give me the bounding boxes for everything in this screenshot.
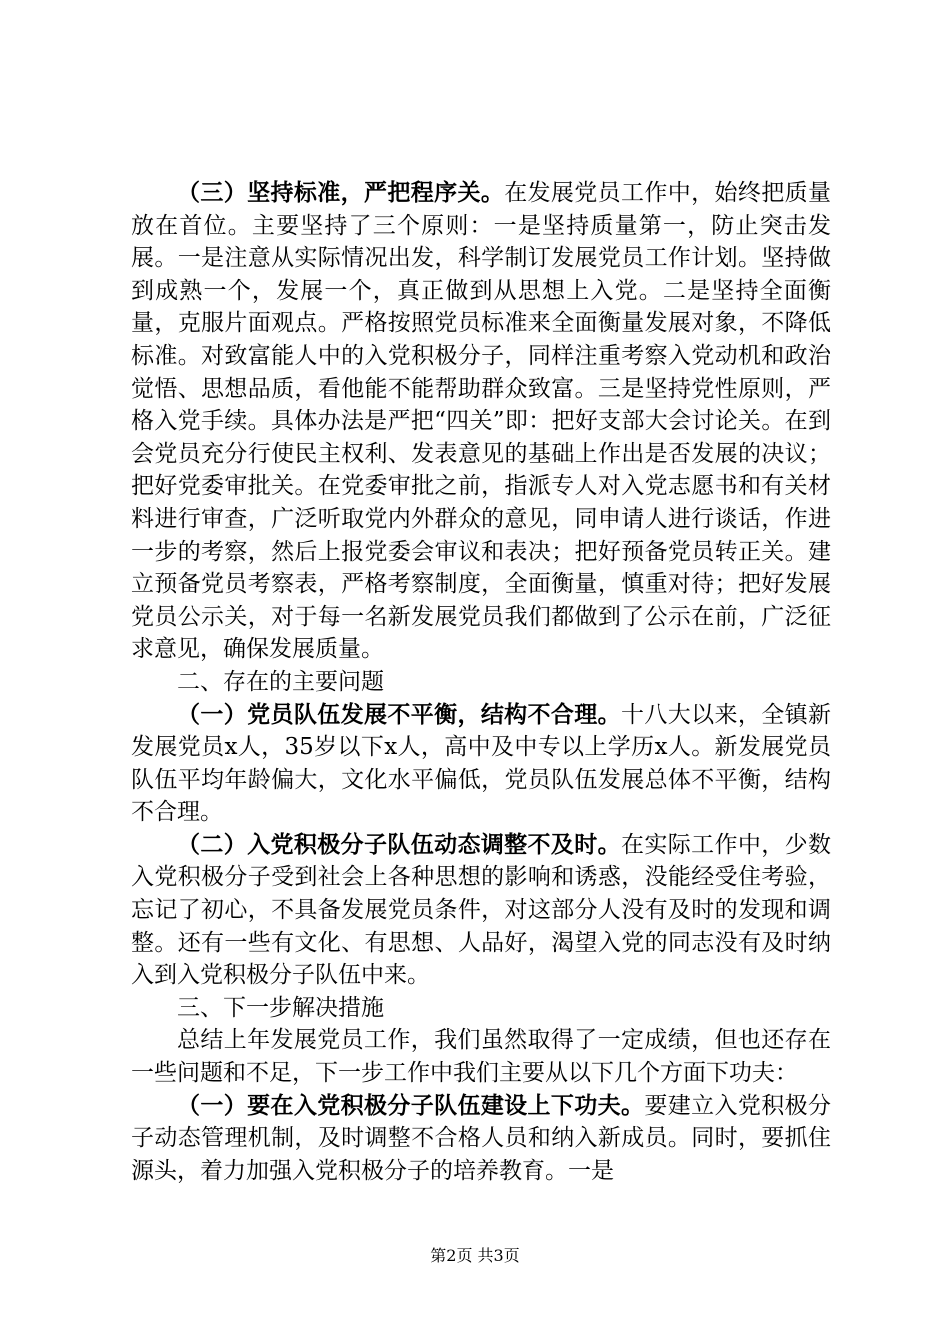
paragraph-standards: [131, 177, 831, 666]
paragraph-bold-lead: （二）入党积极分子队伍动态调整不及时。: [177, 831, 622, 858]
paragraph-summary: [131, 1024, 831, 1089]
paragraph-bold-lead: （一）党员队伍发展不平衡，结构不合理。: [177, 701, 622, 728]
paragraph-bold-lead: （三）坚持标准，严把程序关。: [177, 180, 505, 206]
section-heading-problems: [131, 666, 831, 699]
paragraph-text: 要建立入党积极分子动态管理机制，及时调整不合格人员和纳入新成员。同时，要抓住源头，着力加强入党积极分子的培养教育。一是: [131, 1092, 832, 1184]
section-heading-measures: [131, 992, 831, 1025]
paragraph-text: 总结上年发展党员工作，我们虽然取得了一定成绩，但也还存在一些问题和不足，下一步工作中我们主要从以下几个方面下功夫：: [131, 1027, 831, 1087]
paragraph-bold-lead: （一）要在入党积极分子队伍建设上下功夫。: [177, 1092, 645, 1119]
section-heading-text: 三、下一步解决措施: [177, 994, 384, 1021]
paragraph-text: 十八大以来，全镇新发展党员x人，35岁以下x人，高中及中专以上学历x人。新发展党员队伍平均年龄偏大，文化水平偏低，党员队伍发展总体不平衡，结构不合理。: [131, 701, 832, 826]
paragraph-text: 在实际工作中，少数入党积极分子受到社会上各种思想的影响和诱惑，没能经受住考验，忘记了初心，不具备发展党员条件，对这部分人没有及时的发现和调整。还有一些有文化、有思想、人品好，渴望入党的同志没有及时纳入到入党积极分子队伍中来。: [131, 831, 832, 989]
paragraph-adjustment: [131, 829, 831, 992]
document-body: [131, 177, 831, 1187]
page-footer: 第2页 共3页: [430, 1246, 520, 1265]
paragraph-imbalance: [131, 699, 831, 829]
section-heading-text: 二、存在的主要问题: [177, 668, 384, 695]
paragraph-text: 在发展党员工作中，始终把质量放在首位。主要坚持了三个原则：一是坚持质量第一，防止突击发展。一是注意从实际情况出发，科学制订发展党员工作计划。坚持做到成熟一个，发展一个，真正做到从思想上入党。二是坚持全面衡量，克服片面观点。严格按照党员标准来全面衡量发展对象，不降低标准。对致富能人中的入党积极分子，同样注重考察入党动机和政治觉悟、思想品质，看他能不能帮助群众致富。三是坚持党性原则，严格入党手续。具体办法是严把“四关”即：把好支部大会讨论关。在到会党员充分行使民主权利、发表意见的基础上作出是否发展的决议；把好党委审批关。在党委审批之前，指派专人对入党志愿书和有关材料进行审查，广泛听取党内外群众的意见，同申请人进行谈话，作进一步的考察，然后上报党委会审议和表决；把好预备党员转正关。建立预备党员考察表，严格考察制度，全面衡量，慎重对待；把好发展党员公示关，对于每一名新发展党员我们都做到了公示在前，广泛征求意见，确保发展质量。: [131, 180, 832, 663]
paragraph-activists: [131, 1090, 831, 1188]
